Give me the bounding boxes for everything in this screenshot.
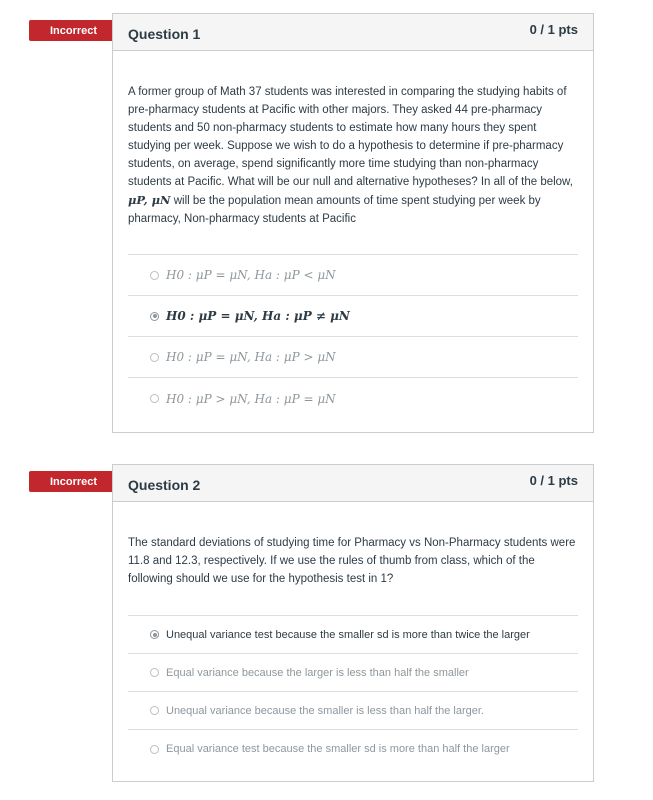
answer-option-selected[interactable] [128,616,578,654]
radio-button[interactable] [150,745,159,754]
answer-list [128,615,578,768]
radio-button[interactable] [150,394,159,403]
question-card-2 [112,464,594,782]
answer-label: Equal variance test because the smaller sd is more than half the larger [166,743,510,755]
incorrect-badge: Incorrect [29,471,118,492]
question-points: 0 / 1 pts [529,473,578,488]
answer-label: H0 : μP = μN, Ha : μP ≠ μN [166,309,350,323]
radio-button[interactable] [150,668,159,677]
question-card-1 [112,13,594,433]
answer-option[interactable] [128,692,578,730]
radio-button[interactable] [150,353,159,362]
question-title: Question 1 [128,25,201,42]
answer-label: H0 : μP = μN, Ha : μP > μN [166,350,336,364]
radio-button[interactable] [150,706,159,715]
question-header [113,14,593,51]
answer-label: Unequal variance because the smaller is less than half the larger. [166,704,484,717]
answer-label: Equal variance because the larger is less than half the smaller [166,666,469,679]
question-header [113,465,593,502]
radio-button-selected[interactable] [150,630,159,639]
answer-label: H0 : μP > μN, Ha : μP = μN [166,391,336,406]
answer-option[interactable] [128,255,578,296]
radio-button[interactable] [150,271,159,280]
answer-option[interactable] [128,730,578,768]
answer-option-selected[interactable] [128,296,578,337]
question-points: 0 / 1 pts [529,22,578,37]
answer-option[interactable] [128,378,578,419]
question-text: A former group of Math 37 students was interested in comparing the studying habits of pre-pharmacy students at Pacific with other majors. They asked 44 pre-pharmacy students and 50 non-pharmacy students to estimate how many hours they spent studying per week. Suppose we wish to do a hypothesis to determine if pre-pharmacy students, on average, spend significantly more time studying than non-pharmacy students at Pacific. What will be our null and alternative hypotheses? In all of the below, μP, μN will be the population mean amounts of time spent studying per week by pharmacy, Non-pharmacy students at Pacific [128,86,573,225]
answer-list [128,254,578,419]
incorrect-badge: Incorrect [29,20,118,41]
question-title: Question 2 [128,476,201,493]
answer-option[interactable] [128,337,578,378]
answer-label: Unequal variance test because the smaller sd is more than twice the larger [166,628,530,641]
answer-option[interactable] [128,654,578,692]
answer-label: H0 : μP = μN, Ha : μP < μN [166,268,336,282]
inline-math: μP, μN [128,193,171,207]
radio-button-selected[interactable] [150,312,159,321]
question-text: The standard deviations of studying time for Pharmacy vs Non-Pharmacy students were 11.8 and 12.3, respectively. If we use the rules of thumb from class, which of the following should we use for the hypothesis test in 1? [128,537,576,585]
